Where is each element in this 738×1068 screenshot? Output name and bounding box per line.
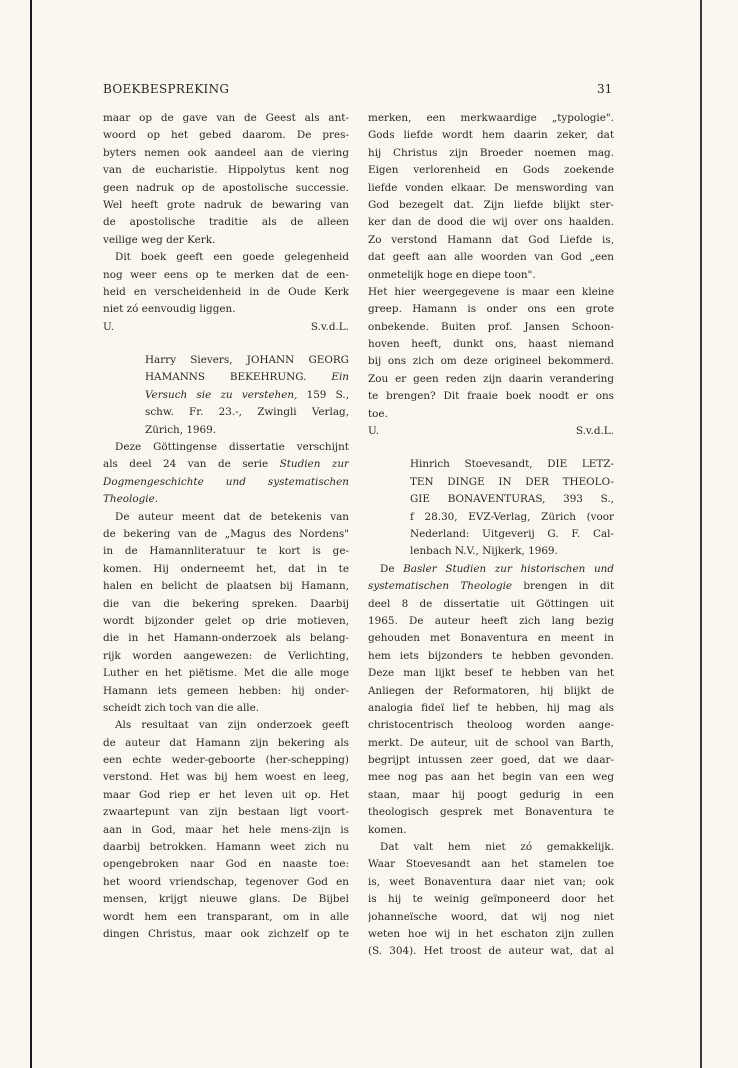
text-line: onbekende. Buiten prof. Jansen Schoon- [368,320,614,333]
book-reference-line: schw. Fr. 23.-, Zwingli Verlag, [145,406,349,419]
text-line: maar God riep er het leven uit op. Het [103,788,349,801]
text-line: Theologie. [103,493,159,506]
text-line: theologisch gesprek met Bonaventura te [368,806,614,819]
text-line: komen. Hij onderneemt het, dat in te [103,562,349,575]
text-line: de auteur dat Hamann zijn bekering als [103,736,349,749]
text-line: aan in God, maar het hele mens-zijn is [103,823,349,836]
text-line: Eigen verlorenheid en Gods zoekende [368,164,614,177]
text-line: opengebroken naar God en naaste toe: [103,858,349,871]
text-line: verstond. Het was bij hem woest en leeg, [103,771,349,784]
text-line: Zo verstond Hamann dat God Liefde is, [368,233,614,246]
text-line: (S. 304). Het troost de auteur wat, dat al [368,945,614,958]
review-signature [103,319,349,336]
book-reference-line: Versuch sie zu verstehen, 159 S., [145,388,349,401]
text-line: Anliegen der Reformatoren, hij blijkt de [368,684,614,697]
text-line: te brengen? Dit fraaie boek noodt er ons [368,390,614,403]
text-line: gehouden met Bonaventura en meent in [368,632,614,645]
text-line: Deze Göttingense dissertatie verschijnt [115,441,349,454]
text-line: weten hoe wij in het eschaton zijn zullen [368,927,614,940]
text-line: Als resultaat van zijn onderzoek geeft [115,719,349,732]
text-line: de apostolische traditie als de alleen [103,216,349,229]
text-line: halen en belicht de plaatsen bij Hamann, [103,580,349,593]
text-line: merken, een merkwaardige „typologie". [368,112,614,124]
text-line: maar op de gave van de Geest als ant- [103,112,349,124]
text-line: Dit boek geeft een goede gelegenheid [115,251,349,264]
review-signature [368,423,614,440]
text-line: Waar Stoevesandt aan het stamelen toe [368,858,614,871]
text-line: bij ons zich om deze origineel bekommerd. [368,355,614,368]
text-line: De Basler Studien zur historischen und [380,562,614,575]
text-line: een echte weder-geboorte (her-schepping) [103,754,349,767]
text-line: greep. Hamann is onder ons een grote [368,303,614,316]
text-line: God bezegelt dat. Zijn liefde blijkt ster- [368,198,614,211]
book-reference-line: Harry Sievers, JOHANN GEORG [145,354,349,367]
text-line: analogia fideï lief te hebben, hij mag als [368,701,614,714]
text-line: geen nadruk op de apostolische successie. [103,181,349,194]
text-line: komen. [368,823,407,836]
text-line: in de Hamannliteratuur te kort is ge- [103,545,349,558]
text-line: De auteur meent dat de betekenis van [115,510,349,523]
text-line: die van die bekering spreken. Daarbij [103,597,349,610]
text-line: hij Christus zijn Broeder noemen mag. [368,146,614,159]
text-line: johanneïsche woord, dat wij nog niet [368,910,614,923]
text-line: christocentrisch theoloog worden aange- [368,719,614,732]
text-line: nog weer eens op te merken dat de een- [103,268,349,281]
book-reference-line: lenbach N.V., Nijkerk, 1969. [410,545,558,558]
book-reference-line: TEN DINGE IN DER THEOLO- [410,475,614,488]
text-line: byters nemen ook aandeel aan de viering [103,146,349,159]
text-line: mee nog pas aan het begin van een weg [368,771,614,784]
text-line: van de eucharistie. Hippolytus kent nog [103,164,349,177]
book-reference-line: GIE BONAVENTURAS, 393 S., [410,493,614,506]
text-line: Luther en het piëtisme. Met die alle moge [103,667,349,680]
text-line: wordt bijzonder gelet op drie motieven, [103,614,349,627]
text-line: Gods liefde wordt hem daarin zeker, dat [368,129,614,142]
text-line: 1965. De auteur heeft zich lang bezig [368,614,614,627]
text-line: zwaartepunt van zijn bestaan ligt voort- [103,806,349,819]
signature-initial: U. [368,425,380,438]
text-line: dingen Christus, maar ook zichzelf op te [103,927,349,940]
book-reference-line: f 28.30, EVZ-Verlag, Zürich (voor [410,510,614,523]
text-line: scheidt zich toch van die alle. [103,701,260,714]
right-column [368,110,614,961]
scan-right-edge [700,0,702,1068]
text-line: wordt hem een transparant, om in alle [103,910,349,923]
text-line: mensen, krijgt nieuwe glans. De Bijbel [103,893,349,906]
text-line: rijk worden aangewezen: de Verlichting, [103,649,349,662]
page-number: 31 [597,82,613,96]
text-line: Hamann iets gemeen hebben: hij onder- [103,684,349,697]
text-line: de bekering van de „Magus des Nordens" [103,527,349,540]
text-line: begrijpt intussen zeer goed, dat we daar- [368,754,614,767]
text-line: is, weet Bonaventura daar niet van; ook [368,875,614,888]
text-line: het woord vriendschap, tegenover God en [103,875,349,888]
book-reference-line: Zürich, 1969. [145,423,217,436]
text-line: veilige weg der Kerk. [103,233,216,246]
text-line: Deze man lijkt besef te hebben van het [368,667,614,680]
scan-left-edge [30,0,32,1068]
text-line: Wel heeft grote nadruk de bewaring van [103,198,349,211]
text-line: hoven heeft, dunkt ons, haast niemand [368,338,614,351]
text-line: toe. [368,407,388,420]
text-line: woord op het gebed daarom. De pres- [103,129,349,142]
text-line: systematischen Theologie brengen in dit [368,580,614,593]
book-reference-line: Nederland: Uitgeverij G. F. Cal- [410,527,614,540]
signature-reviewer: S.v.d.L. [310,320,349,333]
text-line: als deel 24 van de serie Studien zur [103,458,349,471]
text-line: dat geeft aan alle woorden van God „een [368,251,614,264]
text-line: liefde vonden elkaar. De menswording van [368,181,614,194]
text-line: hem iets bijzonders te hebben gevonden. [368,649,614,662]
text-line: Dogmengeschichte und systematischen [103,475,349,488]
text-line: staan, maar hij poogt gedurig in een [368,788,614,801]
text-line: niet zó eenvoudig liggen. [103,303,236,316]
text-line: Dat valt hem niet zó gemakkelijk. [380,841,614,854]
text-line: heid en verscheidenheid in de Oude Kerk [103,285,349,298]
text-line: Het hier weergegevene is maar een kleine [368,285,614,298]
signature-initial: U. [103,320,115,333]
running-header-title: BOEKBESPREKING [103,82,230,96]
text-line: daarbij betrokken. Hamann weet zich nu [103,841,349,854]
text-line: Zou er geen reden zijn daarin verandering [368,372,614,385]
text-line: ker dan de dood die wij over ons haalden. [368,216,614,229]
text-line: is hij te weinig geïmponeerd door het [368,893,614,906]
book-reference-line: HAMANNS BEKEHRUNG. Ein [145,371,349,384]
text-line: die in het Hamann-onderzoek als belang- [103,632,349,645]
book-reference-line: Hinrich Stoevesandt, DIE LETZ- [410,458,614,471]
text-line: onmetelijk hoge en diepe toon". [368,268,536,281]
signature-reviewer: S.v.d.L. [575,425,614,438]
text-line: merkt. De auteur, uit de school van Barth, [368,736,614,749]
text-line: deel 8 de dissertatie uit Göttingen uit [368,597,614,610]
left-column [103,110,349,943]
